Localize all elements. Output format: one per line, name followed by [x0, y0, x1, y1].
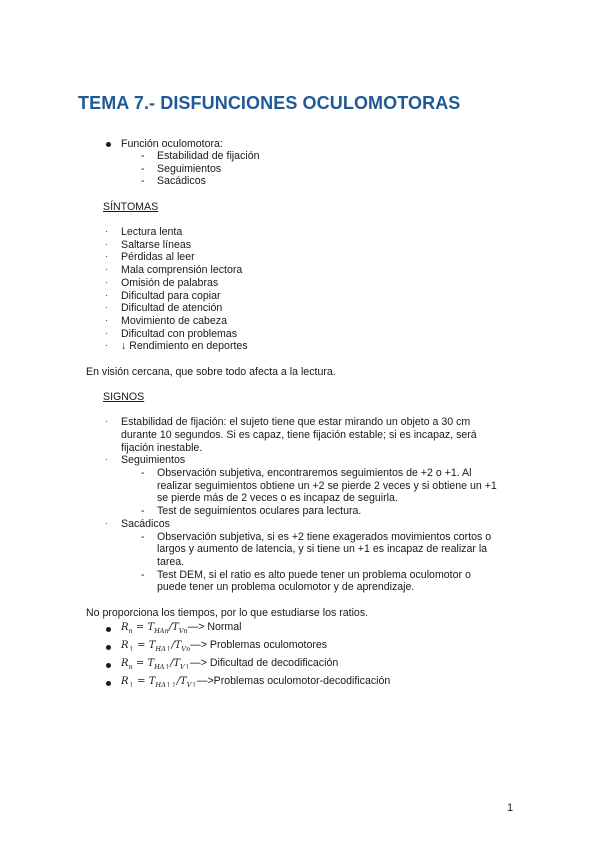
sintoma-item: Omisión de palabras [121, 277, 219, 289]
ratio-formula: $R_n$ = $T_{HA↑}/T_{V↑}—>$ Dificultad de decodificación [121, 657, 339, 671]
sintoma-item: Movimiento de cabeza [121, 315, 227, 327]
sacadicos-dem-line: Test DEM, si el ratio es alto puede tener un problema oculomotor o [157, 569, 471, 581]
funcion-item: Sacádicos [157, 175, 206, 187]
bullet-dot-icon [106, 681, 111, 686]
sintoma-item: Pérdidas al leer [121, 251, 195, 263]
ratio-result: —> Normal [187, 621, 242, 633]
small-bullet-icon: · [105, 340, 108, 350]
page-number: 1 [507, 802, 514, 814]
bullet-dot-icon [106, 663, 111, 668]
sintoma-item: Dificultad para copiar [121, 290, 221, 302]
small-bullet-icon: · [105, 290, 108, 300]
ratio-result: —> Dificultad de decodificación [190, 657, 339, 669]
sacadicos-obs-line: largos y aumento de latencia, y si tiene un +1 es incapaz de realizar la [157, 543, 488, 555]
funcion-item: Seguimientos [157, 163, 222, 175]
small-bullet-icon: · [105, 302, 108, 312]
small-bullet-icon: · [105, 277, 108, 287]
small-bullet-icon: · [105, 264, 108, 274]
dash-icon: - [141, 505, 145, 517]
small-bullet-icon: · [105, 226, 108, 236]
sintoma-item: Dificultad de atención [121, 302, 223, 314]
sacadicos-dem-line: puede tener un problema oculomotor y de aprendizaje. [157, 581, 415, 593]
estabilidad-line: durante 10 segundos. Si es capaz, tiene fijación estable; si es incapaz, será [121, 429, 477, 441]
dash-icon: - [141, 163, 145, 175]
vision-cercana-text: En visión cercana, que sobre todo afecta a la lectura. [86, 366, 336, 378]
sintoma-item: Mala comprensión lectora [121, 264, 243, 276]
sintoma-item: ↓ Rendimiento en deportes [121, 340, 248, 352]
dash-icon: - [141, 531, 145, 543]
estabilidad-line: fijación inestable. [121, 442, 203, 454]
dash-icon: - [141, 569, 145, 581]
dash-icon: - [141, 467, 145, 479]
seguimientos-label: Seguimientos [121, 454, 186, 466]
small-bullet-icon: · [105, 518, 108, 528]
small-bullet-icon: · [105, 416, 108, 426]
estabilidad-line: Estabilidad de fijación: el sujeto tiene que estar mirando un objeto a 30 cm [121, 416, 471, 428]
bullet-dot-icon [106, 645, 111, 650]
ratio-formula: $R_↑$ = $T_{HA↑↑}/T_{V↑}—>Problemas$ oculomotor-decodificación [121, 675, 391, 689]
sintoma-item: Dificultad con problemas [121, 328, 237, 340]
small-bullet-icon: · [105, 251, 108, 261]
ratio-formula: $R_↑$ = $T_{HA↑}/T_{Vn}—>$ Problemas oculomotores [121, 639, 328, 653]
sintoma-item: Saltarse líneas [121, 239, 192, 251]
sintomas-heading: SÍNTOMAS [103, 201, 159, 213]
small-bullet-icon: · [105, 454, 108, 464]
signos-heading: SIGNOS [103, 391, 145, 403]
bullet-dot-icon [106, 142, 111, 147]
ratios-intro: No proporciona los tiempos, por lo que estudiarse los ratios. [86, 607, 369, 619]
funcion-item: Estabilidad de fijación [157, 150, 260, 162]
small-bullet-icon: · [105, 315, 108, 325]
small-bullet-icon: · [105, 328, 108, 338]
bullet-dot-icon [106, 627, 111, 632]
dash-icon: - [141, 175, 145, 187]
ratio-result: —>Problemas oculomotor-decodificación [196, 675, 391, 687]
sacadicos-obs-line: tarea. [157, 556, 185, 568]
sacadicos-label: Sacádicos [121, 518, 170, 530]
page-title: TEMA 7.- DISFUNCIONES OCULOMOTORAS [78, 93, 461, 113]
small-bullet-icon: · [105, 239, 108, 249]
seguimientos-obs-line: realizar seguimientos obtiene un +2 se pierde 2 veces y si obtiene un +1 [157, 480, 497, 492]
dash-icon: - [141, 150, 145, 162]
seguimientos-test: Test de seguimientos oculares para lectura. [157, 505, 362, 517]
seguimientos-obs-line: se pierde más de 2 veces o es incapaz de seguirla. [157, 492, 398, 504]
ratio-formula: $R_n$ = $T_{HAn}/T_{Vn}—>$ Normal [121, 621, 242, 635]
sintoma-item: Lectura lenta [121, 226, 183, 238]
sacadicos-obs-line: Observación subjetiva, si es +2 tiene exagerados movimientos cortos o [157, 531, 492, 543]
ratio-result: —> Problemas oculomotores [190, 639, 328, 651]
seguimientos-obs-line: Observación subjetiva, encontraremos seguimientos de +2 o +1. Al [157, 467, 472, 479]
funcion-label: Función oculomotora: [121, 138, 223, 150]
